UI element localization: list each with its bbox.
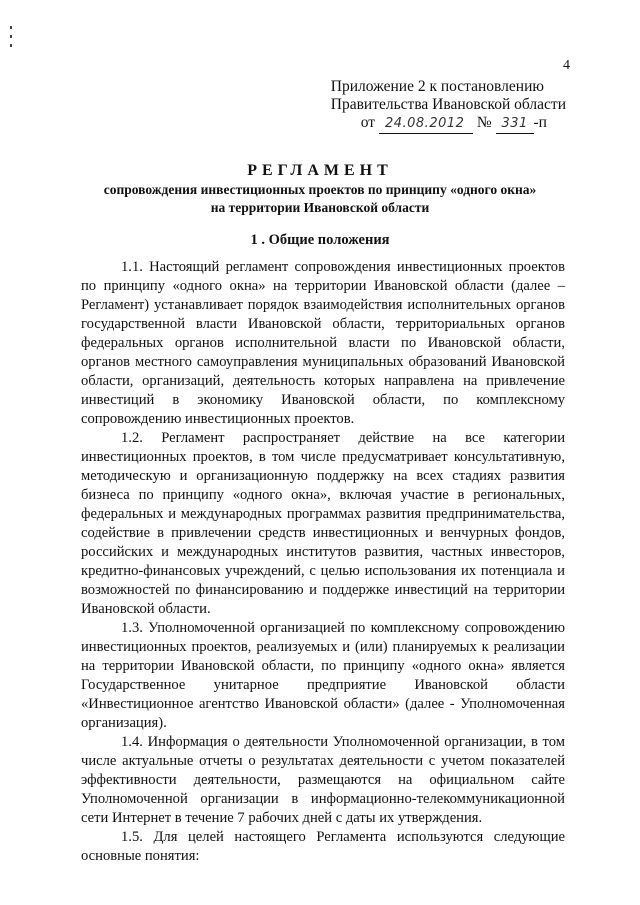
annex-line-2: Правительства Ивановской области (330, 96, 566, 113)
annex-number-sign: № (476, 114, 492, 131)
annex-header (331, 78, 566, 134)
subtitle-line-1: сопровождения инвестиционных проектов по принципу «одного окна» (103, 182, 537, 197)
page-number: 4 (563, 58, 570, 73)
paragraph-1-3: 1.3. Уполномоченной организацией по комплексному сопровождению инвестиционных проектов, реализуемых и (или) планируемых к реализации на территории Ивановской области, по принципу «одного окна» является Государственное унитарное предприятие Ивановской области «Инвестиционное агентство Ивановской области» (далее - Уполномоченная организация). (81, 620, 565, 731)
document-subtitle (0, 181, 640, 217)
annex-line-3 (331, 114, 566, 134)
paragraph-1-1: 1.1. Настоящий регламент сопровождения инвестиционных проектов по принципу «одного окна» на территории Ивановской области (далее – Регламент) устанавливает порядок взаимодействия исполнительных органов государственной власти Ивановской области, территориальных органов федеральных органов исполнительной власти по Ивановской области, органов местного самоуправления муниципальных образований Ивановской области, организаций, деятельность которых направлена на привлечение инвестиций в экономику Ивановской области, по комплексному сопровождению инвестиционных проектов. (81, 259, 565, 427)
annex-line-1: Приложение 2 к постановлению (330, 78, 544, 95)
handwritten-number: 331 (496, 115, 534, 134)
annex-from-label: от (360, 114, 376, 131)
scan-artifact-marks (8, 20, 14, 60)
document-title: РЕГЛАМЕНТ (247, 162, 393, 179)
annex-number-suffix: -п (533, 114, 547, 131)
subtitle-line-2: на территории Ивановской области (210, 200, 430, 215)
paragraph-1-2: 1.2. Регламент распространяет действие на все категории инвестиционных проектов, в том числе предусматривает консультативную, методическую и организационную поддержку на всех стадиях развития бизнеса по принципу «одного окна», включая участие в региональных, федеральных и международных программах развития предпринимательства, содействие в привлечении средств инвестиционных и венчурных фондов, российских и международных институтов развития, частных инвесторов, кредитно-финансовых учреждений, с целью использования их потенциала и возможностей по финансированию и поддержке инвестиций на территории Ивановской области. (81, 430, 565, 617)
paragraph-1-5: 1.5. Для целей настоящего Регламента используются следующие основные понятия: (81, 829, 565, 864)
handwritten-date: 24.08.2012 (379, 115, 473, 134)
section-heading: 1 . Общие положения (250, 232, 390, 248)
paragraph-1-4: 1.4. Информация о деятельности Уполномоченной организации, в том числе актуальные отчеты о результатах деятельности с учетом показателей эффективности деятельности, размещаются на официальном сайте Уполномоченной организации в информационно-телекоммуникационной сети Интернет в течение 7 рабочих дней с даты их утверждения. (81, 734, 565, 826)
document-body (81, 258, 565, 866)
